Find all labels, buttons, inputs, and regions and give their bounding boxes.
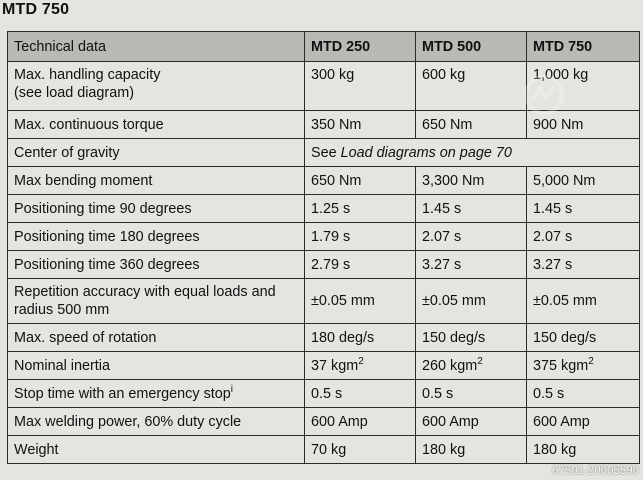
cell-mtd-250: 180 deg/s — [305, 324, 416, 352]
table-row — [8, 436, 640, 464]
cell-mtd-250: ±0.05 mm — [305, 279, 416, 324]
cell-mtd-500: 3,300 Nm — [416, 167, 527, 195]
cell-mtd-500: 0.5 s — [416, 380, 527, 408]
cell-value: 37 kgm — [311, 357, 359, 374]
cell-mtd-750 — [527, 352, 640, 380]
reference-prefix: See — [311, 144, 341, 161]
cell-mtd-500: 2.07 s — [416, 223, 527, 251]
superscript: 2 — [358, 355, 364, 367]
row-label: Weight — [8, 436, 305, 464]
cell-mtd-750: ±0.05 mm — [527, 279, 640, 324]
row-label: Max welding power, 60% duty cycle — [8, 408, 305, 436]
cell-mtd-250: 300 kg — [305, 62, 416, 111]
table-row — [8, 352, 640, 380]
cell-mtd-750: 150 deg/s — [527, 324, 640, 352]
table-row — [8, 223, 640, 251]
cell-mtd-250: 1.25 s — [305, 195, 416, 223]
cell-mtd-500: 650 Nm — [416, 111, 527, 139]
cell-mtd-750: 900 Nm — [527, 111, 640, 139]
row-label: Positioning time 90 degrees — [8, 195, 305, 223]
row-label-line: Max. handling capacity — [14, 67, 161, 83]
cell-mtd-250: 600 Amp — [305, 408, 416, 436]
cell-mtd-750: 1.45 s — [527, 195, 640, 223]
cell-mtd-500: 3.27 s — [416, 251, 527, 279]
cell-mtd-500: 600 Amp — [416, 408, 527, 436]
cell-mtd-250: 350 Nm — [305, 111, 416, 139]
cell-mtd-250: 70 kg — [305, 436, 416, 464]
cell-mtd-500: 1.45 s — [416, 195, 527, 223]
cell-mtd-250: 650 Nm — [305, 167, 416, 195]
cell-mtd-250: 1.79 s — [305, 223, 416, 251]
header-mtd-250: MTD 250 — [305, 32, 416, 62]
cell-reference — [305, 139, 640, 167]
cell-mtd-750: 2.07 s — [527, 223, 640, 251]
row-label: Nominal inertia — [8, 352, 305, 380]
cell-value: 375 kgm — [533, 357, 589, 374]
table-row — [8, 139, 640, 167]
cell-mtd-750: 3.27 s — [527, 251, 640, 279]
watermark-logo-icon — [514, 70, 574, 120]
superscript: 2 — [588, 355, 594, 367]
row-label: Repetition accuracy with equal loads and radius 500 mm — [8, 279, 305, 324]
cell-mtd-250: 2.79 s — [305, 251, 416, 279]
row-label: Positioning time 180 degrees — [8, 223, 305, 251]
cell-mtd-500: 180 kg — [416, 436, 527, 464]
superscript: 2 — [477, 355, 483, 367]
header-mtd-750: MTD 750 — [527, 32, 640, 62]
watermark-id: 67501-20005590 — [552, 465, 639, 477]
table-row — [8, 279, 640, 324]
cell-mtd-750: 0.5 s — [527, 380, 640, 408]
table-row — [8, 251, 640, 279]
row-label-text: Stop time with an emergency stop — [14, 385, 231, 402]
table-row — [8, 324, 640, 352]
row-label: Positioning time 360 degrees — [8, 251, 305, 279]
cell-mtd-500 — [416, 352, 527, 380]
cell-mtd-750: 600 Amp — [527, 408, 640, 436]
header-technical-data: Technical data — [8, 32, 305, 62]
table-header-row — [8, 32, 640, 62]
cell-value: 260 kgm — [422, 357, 478, 374]
footnote-marker: i — [230, 383, 234, 395]
cell-mtd-750: 1,000 kg — [527, 62, 640, 111]
cell-mtd-750: 180 kg — [527, 436, 640, 464]
cell-mtd-500: ±0.05 mm — [416, 279, 527, 324]
cell-mtd-750: 5,000 Nm — [527, 167, 640, 195]
table-row — [8, 195, 640, 223]
table-row — [8, 380, 640, 408]
row-label — [8, 380, 305, 408]
table-row — [8, 167, 640, 195]
page-title: MTD 750 — [2, 1, 70, 18]
cell-mtd-500: 600 kg — [416, 62, 527, 111]
row-label: Max. continuous torque — [8, 111, 305, 139]
table-row — [8, 408, 640, 436]
cell-mtd-250: 0.5 s — [305, 380, 416, 408]
header-mtd-500: MTD 500 — [416, 32, 527, 62]
row-label: Center of gravity — [8, 139, 305, 167]
row-label: Max bending moment — [8, 167, 305, 195]
row-label — [8, 62, 305, 111]
row-label-line: (see load diagram) — [14, 85, 134, 101]
cell-mtd-500: 150 deg/s — [416, 324, 527, 352]
cell-mtd-250 — [305, 352, 416, 380]
row-label: Max. speed of rotation — [8, 324, 305, 352]
reference-link[interactable]: Load diagrams on page 70 — [340, 144, 512, 161]
